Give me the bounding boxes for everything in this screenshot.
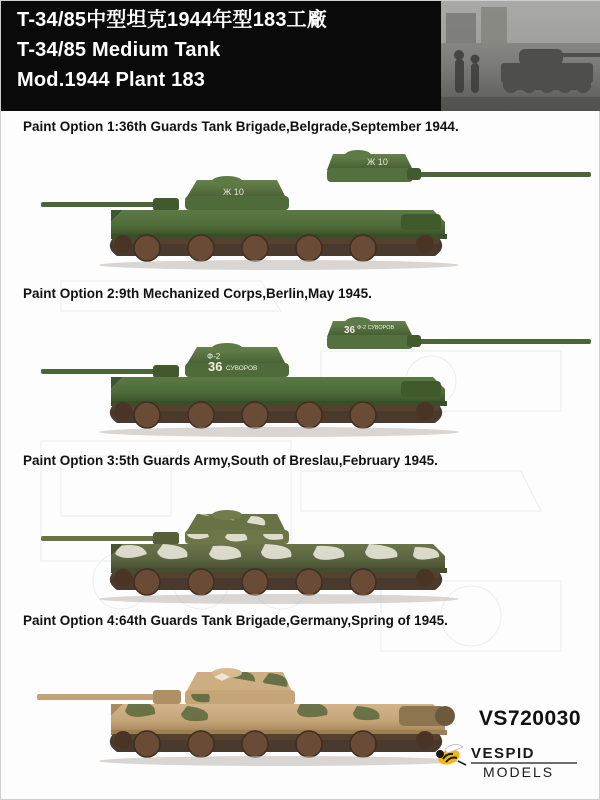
- title-chinese: T-34/85中型坦克1944年型183工廠: [17, 9, 328, 31]
- header-banner: [1, 1, 600, 111]
- wasp-icon: [436, 744, 466, 767]
- paint-option-2-artwork: [1, 301, 600, 441]
- svg-text:Ж 10: Ж 10: [223, 187, 244, 197]
- brand-sub: MODELS: [483, 764, 555, 780]
- paint-option-2: [1, 286, 600, 441]
- svg-text:Ф-2: Ф-2: [207, 352, 221, 361]
- header-photo: [441, 1, 600, 111]
- paint-option-1-label: Paint Option 1:36th Guards Tank Brigade,Belgrade,September 1944.: [23, 119, 459, 134]
- svg-text:Ж 10: Ж 10: [367, 157, 388, 167]
- paint-option-3-label: Paint Option 3:5th Guards Army,South of Breslau,February 1945.: [23, 453, 438, 468]
- svg-text:Ф-2 СУВОРОВ: Ф-2 СУВОРОВ: [357, 325, 395, 331]
- brand-name: VESPID: [471, 745, 536, 762]
- title-english-line1: T-34/85 Medium Tank: [17, 39, 221, 61]
- title-english-line2: Mod.1944 Plant 183: [17, 69, 206, 91]
- svg-text:36: 36: [344, 325, 356, 336]
- svg-text:СУВОРОВ: СУВОРОВ: [226, 365, 258, 372]
- tank-side-view-3: [41, 510, 459, 604]
- turret-detail-1: [327, 150, 591, 182]
- vespid-models-logo: [431, 737, 581, 785]
- svg-text:36: 36: [208, 359, 223, 374]
- tank-side-view-1: [41, 176, 459, 270]
- tank-side-view-4: [37, 668, 459, 766]
- title-block: [17, 8, 447, 93]
- paint-option-1: [1, 119, 600, 274]
- paint-option-4-label: Paint Option 4:64th Guards Tank Brigade,Germany,Spring of 1945.: [23, 613, 448, 628]
- product-code: VS720030: [478, 707, 581, 730]
- turret-detail-2: [327, 317, 591, 349]
- paint-option-2-label: Paint Option 2:9th Mechanized Corps,Berlin,May 1945.: [23, 286, 372, 301]
- paint-option-1-artwork: [1, 134, 600, 274]
- paint-option-3: [1, 453, 600, 608]
- tank-side-view-2: [41, 343, 459, 437]
- paint-option-3-artwork: [1, 468, 600, 608]
